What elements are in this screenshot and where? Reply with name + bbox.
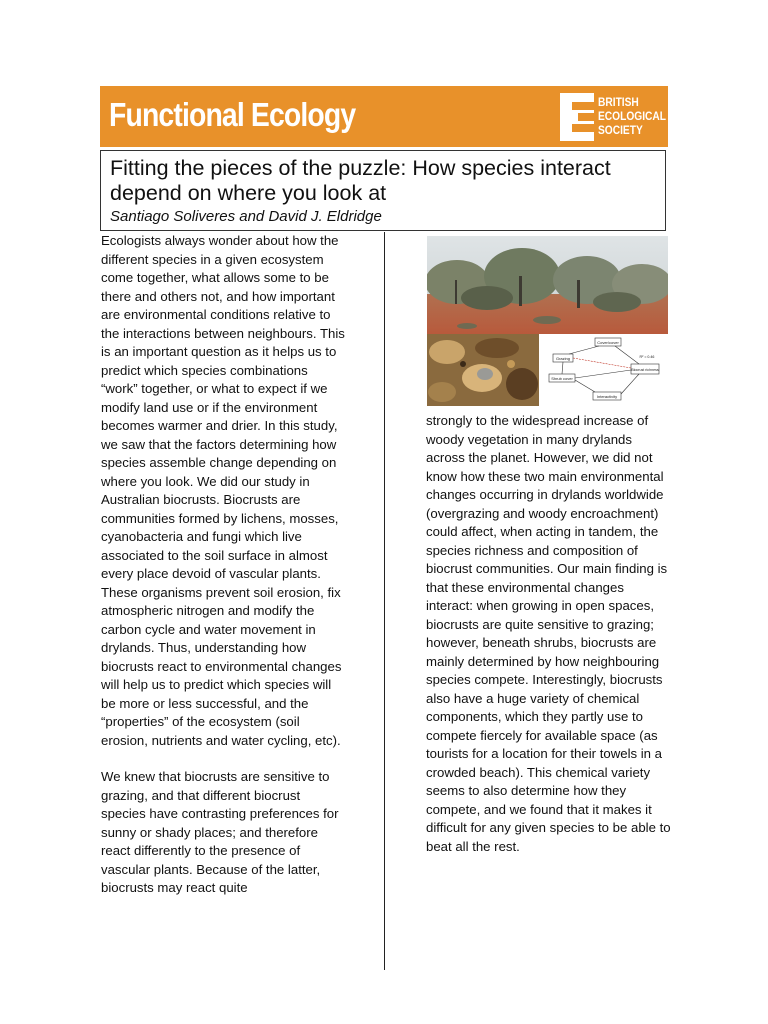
- society-line: BRITISH: [598, 95, 639, 109]
- paragraph: Ecologists always wonder about how the different species in a given ecosystem come together, what allows some to be there and others not, and how important are environmental conditions relative to the interactions between neighbours. This is an important question as it helps us to predict which species combinations “work” together, or what to expect if we modify land use or if the environment becomes warmer and drier. In this study, we saw that the factors determining how species assemble change depending on where you look. We did our study in Australian biocrusts. Biocrusts are communities formed by lichens, mosses, cyanobacteria and fungi which live associated to the soil surface in almost every place devoid of vascular plants. These organisms prevent soil erosion, fix atmospheric nitrogen and modify the carbon cycle and water movement in drylands. Thus, understanding how biocrusts react to environmental changes will help us to predict which species will be more or less successful, and the “properties” of the ecosystem (soil erosion, nutrients and water cycling, etc).: [101, 233, 345, 748]
- diagram-node-grazing: Grazing: [555, 356, 571, 361]
- article-authors: Santiago Soliveres and David J. Eldridge: [110, 208, 382, 225]
- journal-banner: [100, 86, 668, 147]
- paragraph: strongly to the widespread increase of woody vegetation in many drylands across the planet. However, we did not know how these two main environmental changes occurring in drylands worldwide (overgrazing and woody encroachment) could affect, when acting in tandem, the species richness and composition of biocrust communities. Our main finding is that these environmental changes interact: when growing in open spaces, biocrusts are quite sensitive to grazing; however, beneath shrubs, biocrusts are mainly determined by how neighbouring species compete. Interestingly, biocrusts also have a huge variety of chemical components, which they partly use to compete fiercely for available space (as tourists for a location for their towels in a crowded beach). This chemical variety seems to also determine how they compete, and we found that it makes it difficult for any given species to be able to beat all the rest.: [426, 413, 671, 854]
- title-box: [100, 150, 666, 231]
- diagram-r2: R² = 0.46: [639, 355, 655, 359]
- shrubland-photo: [427, 236, 668, 334]
- article-figure: [427, 236, 668, 406]
- society-logo-icon: [560, 93, 594, 141]
- society-name: [598, 95, 666, 137]
- paragraph: We knew that biocrusts are sensitive to grazing, and that different biocrust species have contrasting preferences for sunny or shady places; and therefore react differently to the presence of vascular plants. Because of the latter, biocrusts may react quite: [101, 769, 339, 895]
- column-divider: [384, 232, 385, 970]
- society-line: ECOLOGICAL: [598, 109, 666, 123]
- biocrust-photo: [427, 334, 539, 406]
- article-title: Fitting the pieces of the puzzle: How species interact depend on where you look at: [110, 156, 611, 205]
- column-left: [101, 232, 347, 898]
- diagram-node-richness: Biocrust richness: [631, 368, 659, 372]
- diagram-node-shrub: Shrub cover: [551, 376, 573, 381]
- society-logo: [560, 93, 664, 141]
- column-right: [426, 412, 672, 856]
- society-line: SOCIETY: [598, 123, 643, 137]
- diagram-node-top: Cover/cover: [597, 340, 619, 345]
- journal-name: Functional Ecology: [109, 96, 356, 133]
- path-diagram: [539, 334, 668, 406]
- diagram-node-bottom: Interactivity: [596, 394, 618, 399]
